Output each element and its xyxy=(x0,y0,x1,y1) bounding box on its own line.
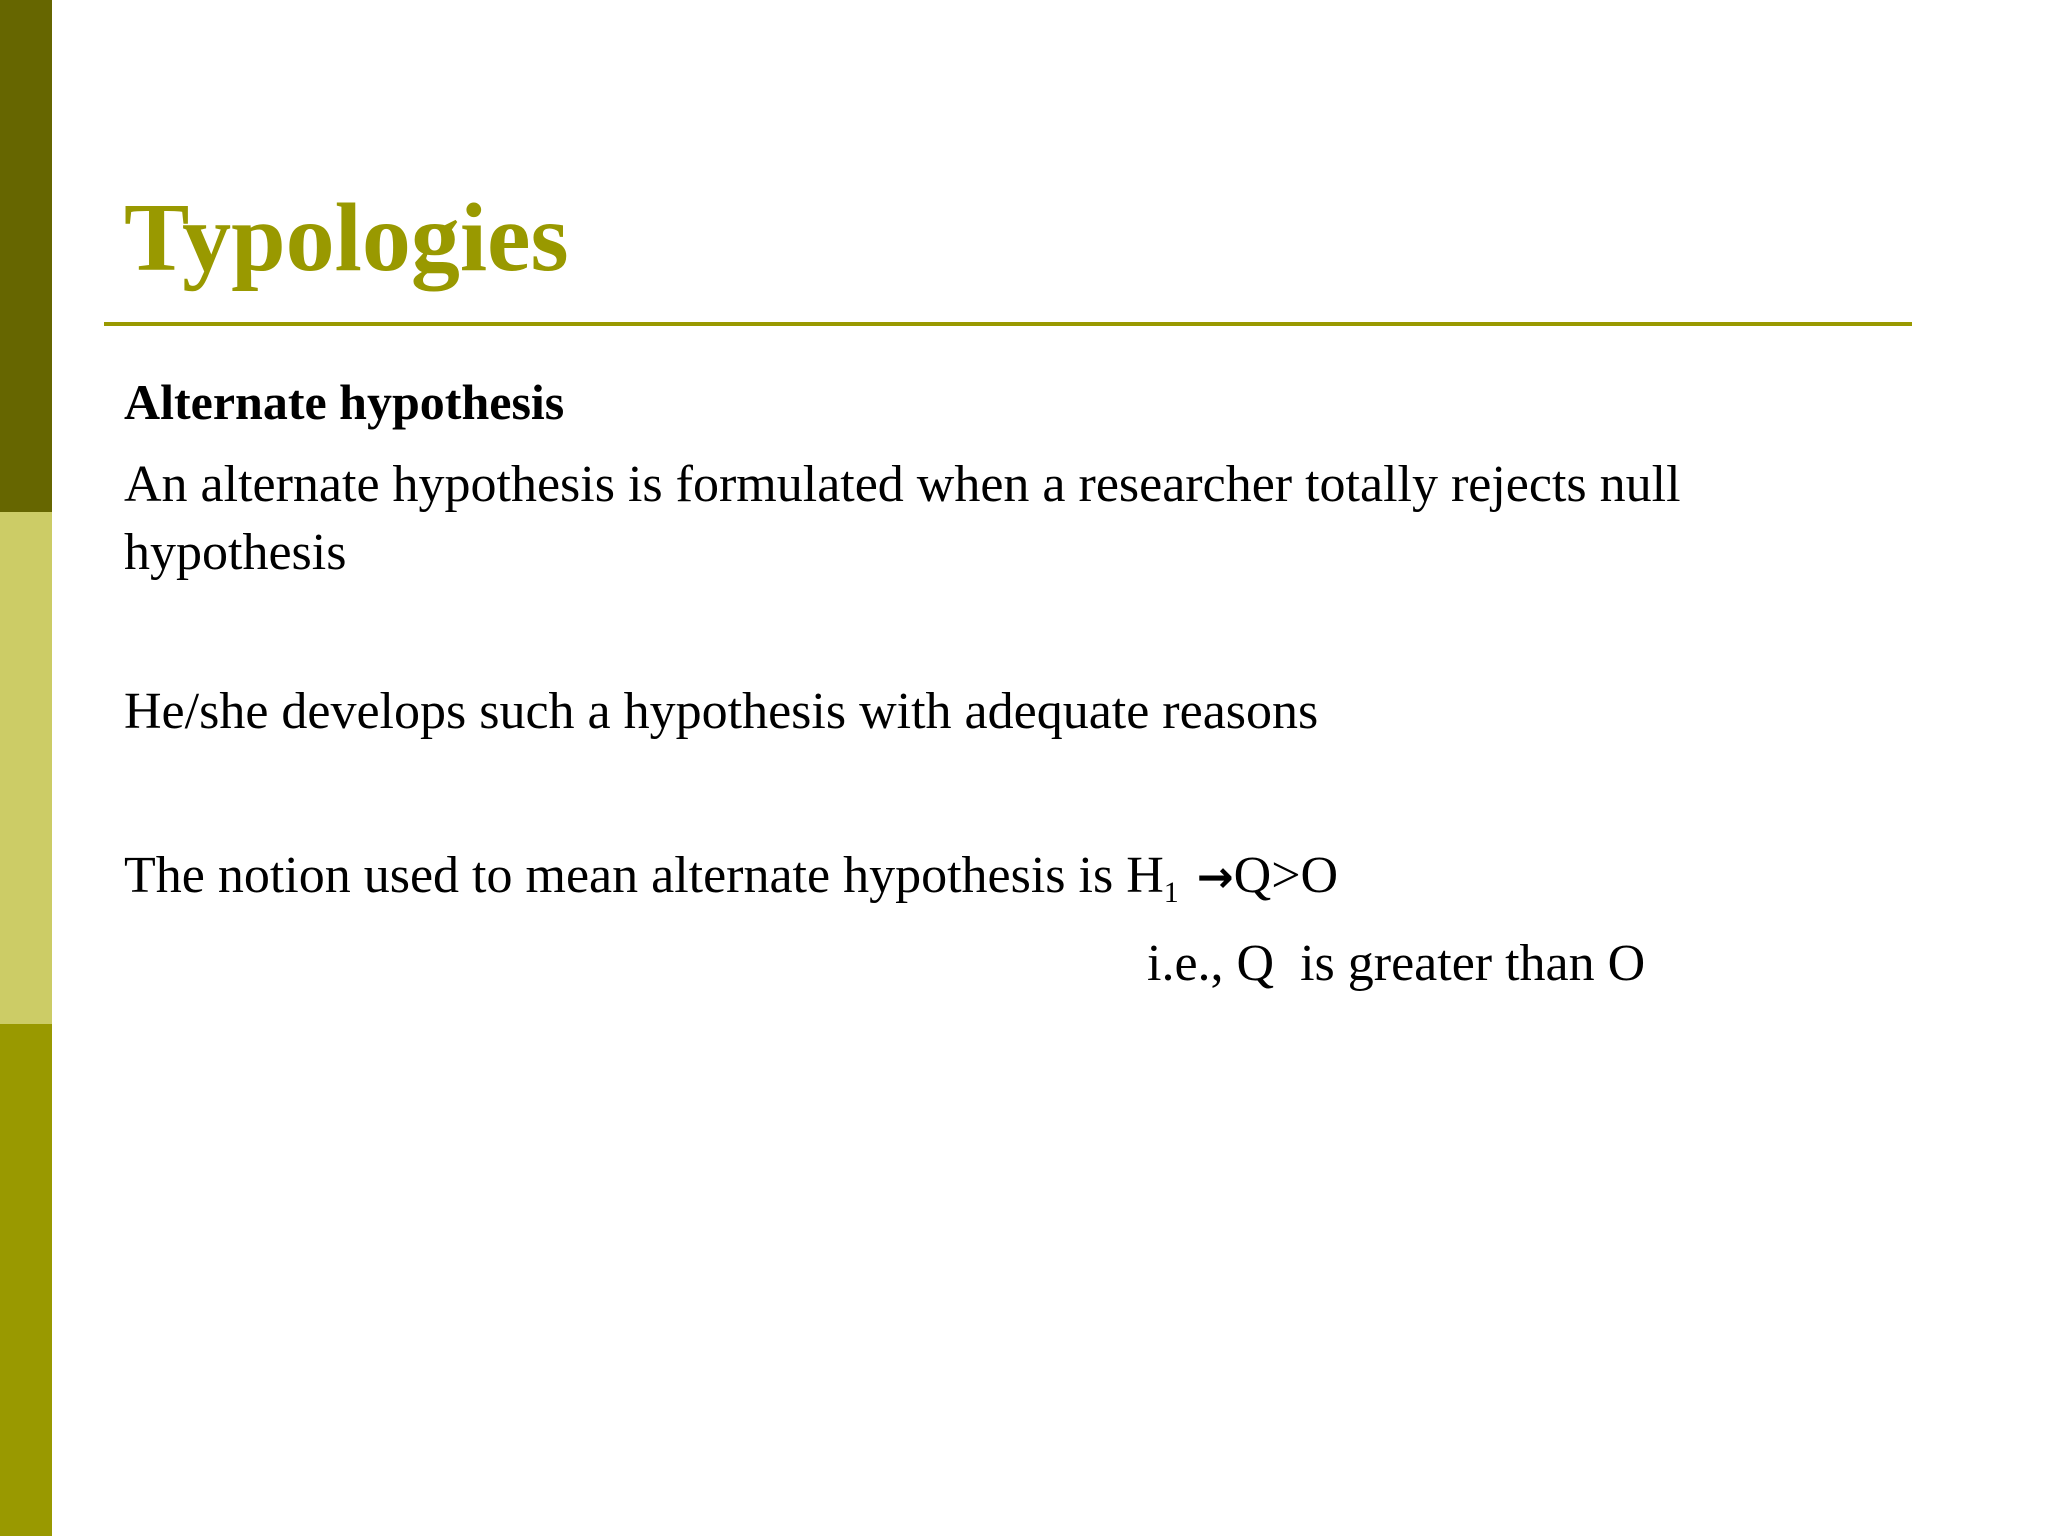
paragraph-notation xyxy=(124,842,1338,912)
slide-title: Typologies xyxy=(124,184,569,292)
side-bar-middle xyxy=(0,512,52,1024)
section-heading: Alternate hypothesis xyxy=(124,374,565,430)
paragraph-definition-line-2: hypothesis xyxy=(124,524,347,581)
side-bar-bottom xyxy=(0,1024,52,1536)
notation-expression: Q>O xyxy=(1233,847,1339,904)
right-arrow-icon: → xyxy=(1196,852,1234,903)
title-underline xyxy=(104,322,1912,326)
paragraph-reasons: He/she develops such a hypothesis with adequate reasons xyxy=(124,683,1319,740)
side-bar-top xyxy=(0,0,52,512)
paragraph-explanation: i.e., Q is greater than O xyxy=(1147,935,1646,992)
paragraph-definition-line-1: An alternate hypothesis is formulated when a researcher totally rejects null xyxy=(124,456,1681,513)
notation-text: The notion used to mean alternate hypothesis is H xyxy=(124,847,1164,904)
paragraph-definition xyxy=(124,451,1681,587)
notation-subscript: 1 xyxy=(1163,876,1179,909)
